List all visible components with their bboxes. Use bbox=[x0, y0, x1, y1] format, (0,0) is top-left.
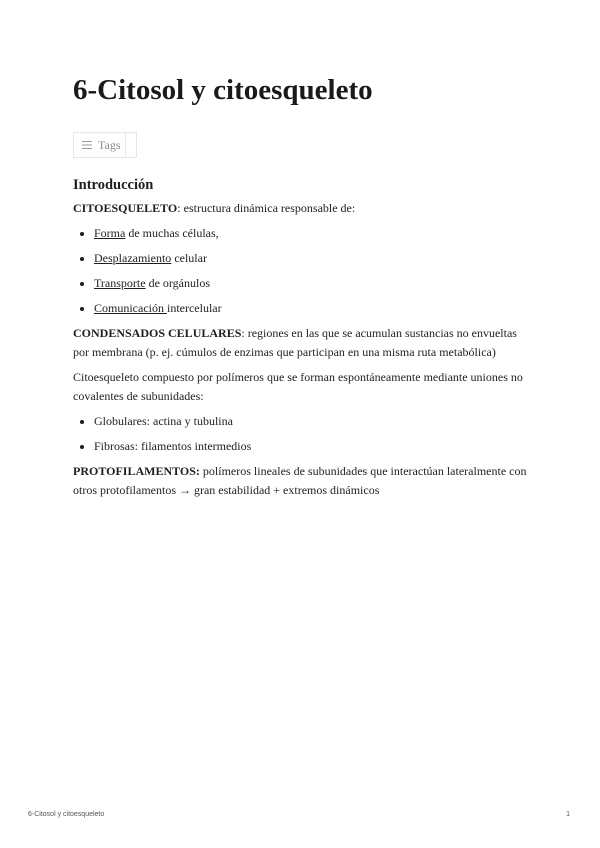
underlined-term: Desplazamiento bbox=[94, 251, 172, 265]
tags-property[interactable] bbox=[73, 132, 137, 158]
list-item-text: de muchas células, bbox=[125, 226, 219, 240]
list-item-text: de orgánulos bbox=[145, 276, 210, 290]
tags-label: Tags bbox=[98, 137, 121, 152]
footer-page-number: 1 bbox=[566, 811, 570, 818]
term-protofilamentos: PROTOFILAMENTOS: bbox=[73, 464, 200, 478]
definition-condensados: : regiones en las que se acumulan sustancias no envueltas por membrana (p. ej. cúmulos de enzimas que participan en una misma ruta metabólica) bbox=[73, 326, 517, 359]
section-heading: Introducción bbox=[73, 177, 154, 193]
underlined-term: Transporte bbox=[94, 276, 146, 290]
subunits-list bbox=[73, 412, 533, 456]
list-item: • Fibrosas: filamentos intermedios bbox=[94, 437, 533, 456]
tags-divider bbox=[125, 133, 126, 157]
paragraph-protofilamentos bbox=[73, 462, 533, 500]
page-title: 6-Citosol y citoesqueleto bbox=[73, 74, 373, 106]
definition-protofilamentos: polímeros lineales de subunidades que interactúan lateralmente con otros protofilamentos → gran estabilidad + extremos dinámicos bbox=[73, 464, 527, 497]
paragraph-composicion: Citoesqueleto compuesto por polímeros que se forman espontáneamente mediante uniones no covalentes de subunidades: bbox=[73, 370, 523, 403]
document-body bbox=[73, 175, 533, 506]
underlined-term: Comunicación bbox=[94, 301, 167, 315]
underlined-term: Forma bbox=[94, 226, 126, 240]
term-condensados: CONDENSADOS CELULARES bbox=[73, 326, 242, 340]
paragraph-condensados bbox=[73, 324, 533, 362]
term-citoesqueleto: CITOESQUELETO bbox=[73, 201, 178, 215]
list-item: • Globulares: actina y tubulina bbox=[94, 412, 533, 431]
list-item bbox=[94, 299, 533, 318]
list-item-text: celular bbox=[171, 251, 207, 265]
list-item bbox=[94, 274, 533, 293]
responsibilities-list bbox=[73, 224, 533, 318]
definition-citoesqueleto: : estructura dinámica responsable de: bbox=[177, 201, 356, 215]
list-item bbox=[94, 249, 533, 268]
list-icon bbox=[82, 141, 92, 149]
footer-document-title: 6-Citosol y citoesqueleto bbox=[28, 811, 105, 818]
list-item-text: intercelular bbox=[166, 301, 222, 315]
paragraph-citoesqueleto bbox=[73, 199, 533, 218]
list-item bbox=[94, 224, 533, 243]
